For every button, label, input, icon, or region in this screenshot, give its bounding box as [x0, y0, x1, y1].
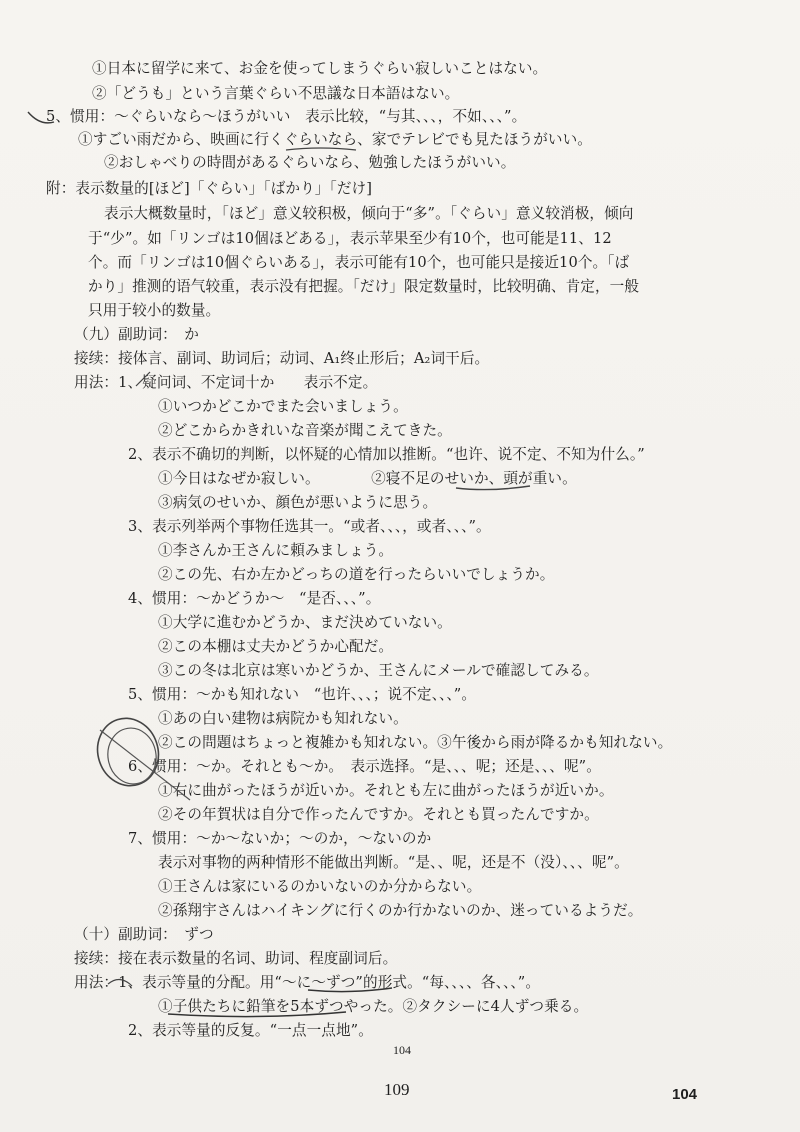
- usage-line: 用法：1、表示等量的分配。用“～に～ずつ”的形式。“每、、、、各、、、”。: [74, 974, 541, 991]
- section-heading: （十）副助词： ずつ: [74, 926, 214, 943]
- paragraph-line: 表示大概数量时，「ほど」意义较积极，倾向于“多”。「ぐらい」意义较消极，倾向: [104, 205, 634, 222]
- paragraph-line: 个。而「リンゴは10個ぐらいある」，表示可能有10个，也可能只是接近10个。「ば: [88, 254, 630, 271]
- page-number-bold: 104: [672, 1086, 698, 1103]
- example-line: ①李さんか王さんに頼みましょう。: [158, 542, 394, 559]
- appendix-heading: 附：表示数量的[ほど]「ぐらい」「ばかり」「だけ]: [46, 180, 373, 197]
- example-line: ①いつかどこかでまた会いましょう。: [158, 398, 408, 415]
- example-line: ②孫翔宇さんはハイキングに行くのか行かないのか、迷っているようだ。: [158, 902, 643, 919]
- page-number-middle: 109: [384, 1080, 410, 1099]
- usage-line: 7、惯用：～か～ないか；～のか，～ないのか: [128, 830, 432, 847]
- example-line: ①王さんは家にいるのかいないのか分からない。: [158, 878, 482, 895]
- circle-mark: [89, 710, 167, 793]
- usage-line: 2、表示不确切的判断，以怀疑的心情加以推断。“也许、说不定、不知为什么。”: [128, 446, 645, 463]
- example-line: ③この冬は北京は寒いかどうか、王さんにメールで確認してみる。: [158, 662, 599, 679]
- usage-line: 5、惯用：～かも知れない “也许、、、；说不定、、、”。: [128, 686, 477, 703]
- example-line: ①子供たちに鉛筆を5本ずつやった。②タクシーに4人ずつ乗る。: [158, 998, 589, 1015]
- example-line: ③病気のせいか、顔色が悪いように思う。: [158, 494, 438, 511]
- example-line: ②どこからかきれいな音楽が聞こえてきた。: [158, 422, 452, 439]
- usage-line: 4、惯用：～かどうか～ “是否、、、”。: [128, 590, 381, 607]
- usage-line: 6、惯用：～か。それとも～か。 表示选择。“是、、、呢；还是、、、呢”。: [128, 758, 601, 775]
- example-line: ①今日はなぜか寂しい。 ②寝不足のせいか、頭が重い。: [158, 470, 577, 487]
- example-line: ①右に曲がったほうが近いか。それとも左に曲がったほうが近いか。: [158, 782, 614, 799]
- connection-line: 接续：接体言、副词、助词后；动词、A₁终止形后；A₂词干后。: [74, 350, 490, 367]
- example-line: ②この問題はちょっと複雑かも知れない。③午後から雨が降るかも知れない。: [158, 734, 673, 751]
- paragraph-line: 只用于较小的数量。: [88, 302, 221, 319]
- example-line: ②その年賀状は自分で作ったんですか。それとも買ったんですか。: [158, 806, 599, 823]
- example-line: ②この先、右か左かどっちの道を行ったらいいでしょうか。: [158, 566, 555, 583]
- example-line: ②おしゃべりの時間があるぐらいなら、勉強したほうがいい。: [104, 154, 516, 171]
- example-line: ②「どうも」という言葉ぐらい不思議な日本語はない。: [92, 85, 460, 102]
- paragraph-line: 于“少”。如「リンゴは10個ほどある」，表示苹果至少有10个，也可能是11、12: [88, 230, 612, 247]
- example-line: ①すごい雨だから、映画に行くぐらいなら、家でテレビでも見たほうがいい。: [78, 131, 592, 148]
- connection-line: 接续：接在表示数量的名词、助词、程度副词后。: [74, 950, 398, 967]
- page-number-small: 104: [393, 1043, 411, 1057]
- section-heading: （九）副助词： か: [74, 326, 199, 343]
- usage-line: 用法：1、疑问词、不定词十か 表示不定。: [74, 374, 378, 391]
- usage-heading: 5、惯用：～ぐらいなら～ほうがいい 表示比较，“与其、、、，不如、、、”。: [46, 108, 527, 125]
- example-line: ②この本棚は丈夫かどうか心配だ。: [158, 638, 394, 655]
- example-line: ①日本に留学に来て、お金を使ってしまうぐらい寂しいことはない。: [92, 60, 548, 77]
- example-line: ①あの白い建物は病院かも知れない。: [158, 710, 408, 727]
- usage-line: 2、表示等量的反复。“一点一点地”。: [128, 1022, 373, 1039]
- paragraph-line: 表示对事物的两种情形不能做出判断。“是、、呢，还是不（没）、、、呢”。: [158, 854, 629, 871]
- paragraph-line: かり」推测的语气较重，表示没有把握。「だけ」限定数量时，比较明确、肯定，一般: [88, 278, 640, 295]
- usage-line: 3、表示列举两个事物任选其一。“或者、、、，或者、、、”。: [128, 518, 491, 535]
- example-line: ①大学に進むかどうか、まだ決めていない。: [158, 614, 452, 631]
